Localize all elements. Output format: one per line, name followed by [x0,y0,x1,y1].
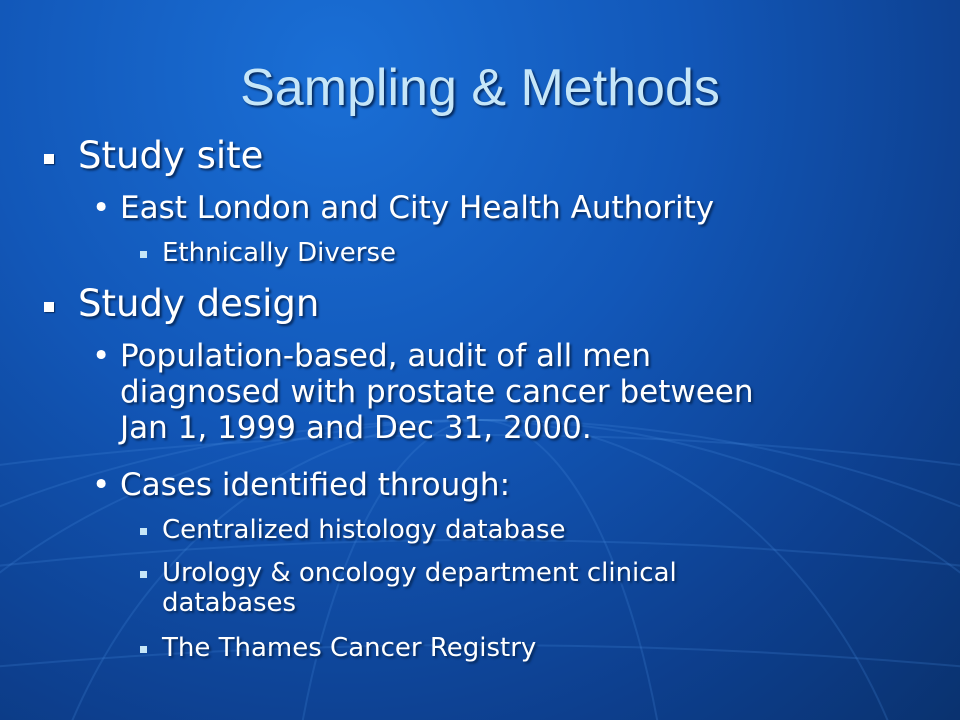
square-bullet-icon [140,571,147,578]
square-bullet-icon [140,251,147,258]
list-item-cases [92,467,511,503]
square-bullet-icon [140,646,147,653]
list-item-text-line: Urology & oncology department clinical [162,558,677,588]
square-bullet-icon [140,528,147,535]
list-item-text-line: diagnosed with prostate cancer between [120,374,754,410]
list-item-text: Study design [78,282,320,325]
list-item-text: The Thames Cancer Registry [162,633,537,663]
list-item-text: East London and City Health Authority [120,190,715,226]
list-item-histology [162,515,565,545]
square-bullet-icon [44,302,54,312]
list-item-registry [162,633,536,663]
list-item-text: Ethnically Diverse [162,238,396,268]
square-bullet-icon [44,154,54,164]
list-item-text: Cases identified through: [120,467,511,503]
list-item-study-design [78,282,319,325]
slide-title: Sampling & Methods [240,59,720,117]
list-item-text-line: Jan 1, 1999 and Dec 31, 2000. [120,410,592,446]
list-item-text: Study site [78,134,264,177]
list-item-text-line: databases [162,588,297,618]
list-item-text: Centralized histology database [162,515,566,545]
list-item-urology [162,558,677,618]
dot-bullet-icon: • [92,190,111,226]
list-item-text-line: Population-based, audit of all men [120,338,652,374]
dot-bullet-icon: • [92,338,111,374]
list-item-ethnic [162,238,396,268]
list-item-study-site [78,134,263,177]
list-item-population [92,338,754,446]
dot-bullet-icon: • [92,467,111,503]
list-item-authority [92,190,715,226]
